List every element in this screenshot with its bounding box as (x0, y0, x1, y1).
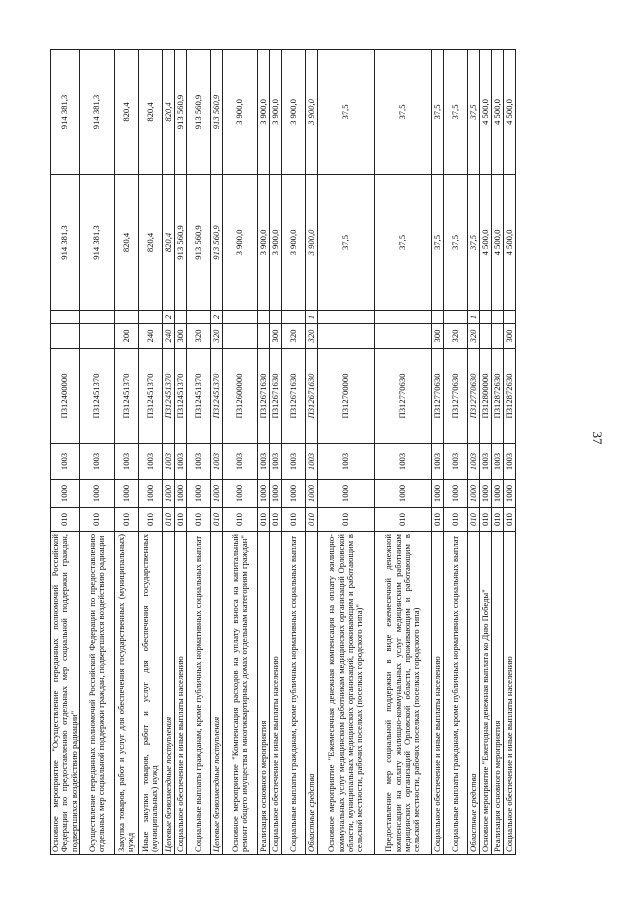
row-value-cell (479, 324, 491, 349)
row-value-cell: 4 500,0 (479, 175, 491, 311)
table-row (186, 50, 210, 855)
row-value-cell (269, 311, 281, 324)
row-value-cell (431, 311, 443, 324)
row-value-cell: 1000 (186, 480, 210, 508)
row-name-cell: Основное мероприятие "Ежемесячная денежная компенсация на оплату жилищно-коммунальных услуг медицинским работникам медицинских организаций Орловской области, муниципальных медицинских организаций, проживающим и работающим в сельской местности, рабочих поселках (поселках городского типа)" (317, 532, 374, 855)
row-value-cell: 1003 (281, 444, 305, 480)
row-value-cell: 1003 (479, 444, 491, 480)
row-value-cell: 1000 (467, 480, 479, 508)
table-row (114, 50, 138, 855)
row-value-cell: П312451370 (114, 349, 138, 444)
row-value-cell: 300 (174, 324, 186, 349)
row-value-cell: 820,4 (138, 175, 162, 311)
row-value-cell: 010 (79, 508, 114, 532)
row-value-cell: 913 560,9 (174, 175, 186, 311)
row-value-cell: 914 381,3 (51, 175, 80, 311)
row-value-cell: 1003 (503, 444, 515, 480)
row-value-cell: 240 (162, 324, 174, 349)
row-value-cell: 1003 (305, 444, 317, 480)
table-row (491, 50, 503, 855)
row-value-cell (443, 311, 467, 324)
row-value-cell: 4 500,0 (503, 50, 515, 175)
row-value-cell: П312770630 (467, 349, 479, 444)
row-value-cell: 1000 (317, 480, 374, 508)
row-value-cell: 820,4 (114, 175, 138, 311)
row-value-cell (79, 324, 114, 349)
row-value-cell: 010 (186, 508, 210, 532)
row-value-cell: 010 (222, 508, 257, 532)
row-value-cell (503, 311, 515, 324)
row-value-cell: 1000 (174, 480, 186, 508)
table-row (138, 50, 162, 855)
row-value-cell: П312451370 (79, 349, 114, 444)
row-value-cell: 4 500,0 (503, 175, 515, 311)
row-value-cell: 914 381,3 (79, 175, 114, 311)
row-value-cell: 010 (305, 508, 317, 532)
row-value-cell: 37,5 (374, 50, 431, 175)
row-value-cell: 913 560,9 (210, 175, 222, 311)
row-value-cell: 010 (281, 508, 305, 532)
row-name-cell: Целевые безвозмездные поступления (210, 532, 222, 855)
row-value-cell: 1000 (443, 480, 467, 508)
row-value-cell: 3 900,0 (281, 175, 305, 311)
row-name-cell: Социальные выплаты гражданам, кроме публичных нормативных социальных выплат (281, 532, 305, 855)
row-value-cell: 914 381,3 (51, 50, 80, 175)
row-value-cell: П312872630 (491, 349, 503, 444)
table-row (467, 50, 479, 855)
row-value-cell: П312400000 (51, 349, 80, 444)
table-row (305, 50, 317, 855)
row-value-cell: 1003 (491, 444, 503, 480)
row-value-cell: 4 500,0 (491, 50, 503, 175)
row-value-cell: 3 900,0 (281, 50, 305, 175)
row-value-cell: 320 (186, 324, 210, 349)
row-value-cell: 37,5 (317, 175, 374, 311)
row-value-cell: 820,4 (114, 50, 138, 175)
row-value-cell (222, 311, 257, 324)
row-value-cell: 320 (305, 324, 317, 349)
row-name-cell: Основное мероприятие "Компенсация расходов на уплату взноса на капитальный ремонт общего имущества в многоквартирных домах отдельным категориям граждан" (222, 532, 257, 855)
row-value-cell: 1 (305, 311, 317, 324)
budget-table (50, 49, 516, 855)
row-value-cell (317, 311, 374, 324)
table-row (281, 50, 305, 855)
row-value-cell: 1000 (269, 480, 281, 508)
row-value-cell: 010 (503, 508, 515, 532)
row-value-cell: 1003 (138, 444, 162, 480)
table-row (257, 50, 269, 855)
row-value-cell: П312872630 (503, 349, 515, 444)
row-value-cell: 1000 (305, 480, 317, 508)
row-name-cell: Целевые безвозмездные поступления (162, 532, 174, 855)
row-name-cell: Основное мероприятие "Ежегодная денежная выплата ко Дню Победы" (479, 532, 491, 855)
row-value-cell: 300 (503, 324, 515, 349)
row-value-cell: 37,5 (467, 50, 479, 175)
row-value-cell: 37,5 (317, 50, 374, 175)
row-value-cell (186, 311, 210, 324)
row-value-cell: 913 560,9 (210, 50, 222, 175)
table-row (503, 50, 515, 855)
row-value-cell: П312700000 (317, 349, 374, 444)
row-value-cell: 1003 (162, 444, 174, 480)
row-value-cell (317, 324, 374, 349)
row-value-cell: 1003 (467, 444, 479, 480)
table-row (479, 50, 491, 855)
row-value-cell: 1000 (431, 480, 443, 508)
table-row (162, 50, 174, 855)
row-value-cell: П312671630 (281, 349, 305, 444)
row-value-cell: 37,5 (374, 175, 431, 311)
row-value-cell: 1003 (114, 444, 138, 480)
row-value-cell (174, 311, 186, 324)
row-value-cell: 37,5 (431, 175, 443, 311)
row-value-cell: 010 (51, 508, 80, 532)
row-value-cell: 320 (210, 324, 222, 349)
row-value-cell: 320 (467, 324, 479, 349)
row-value-cell: 1003 (374, 444, 431, 480)
row-value-cell: 1003 (269, 444, 281, 480)
row-value-cell: 3 900,0 (305, 50, 317, 175)
row-value-cell: 1003 (174, 444, 186, 480)
row-value-cell: 913 560,9 (186, 175, 210, 311)
row-value-cell: 1000 (51, 480, 80, 508)
row-value-cell: 1000 (114, 480, 138, 508)
row-value-cell: 010 (210, 508, 222, 532)
row-value-cell: 010 (138, 508, 162, 532)
row-value-cell (491, 324, 503, 349)
row-value-cell: 010 (317, 508, 374, 532)
row-value-cell: 1003 (210, 444, 222, 480)
table-row (431, 50, 443, 855)
row-name-cell: Реализация основного мероприятия (257, 532, 269, 855)
table-row (174, 50, 186, 855)
row-name-cell: Социальные выплаты гражданам, кроме публичных нормативных социальных выплат (186, 532, 210, 855)
row-value-cell: 300 (269, 324, 281, 349)
row-value-cell: 010 (467, 508, 479, 532)
row-value-cell: 1003 (186, 444, 210, 480)
row-value-cell: П312600000 (222, 349, 257, 444)
row-value-cell (281, 311, 305, 324)
row-value-cell: 820,4 (138, 50, 162, 175)
row-value-cell: 3 900,0 (222, 175, 257, 311)
row-value-cell: П312770630 (374, 349, 431, 444)
row-value-cell: 1000 (138, 480, 162, 508)
row-value-cell (51, 324, 80, 349)
row-name-cell: Социальное обеспечение и иные выплаты населению (503, 532, 515, 855)
row-value-cell: 1000 (491, 480, 503, 508)
row-value-cell: П312451370 (138, 349, 162, 444)
row-value-cell: 914 381,3 (79, 50, 114, 175)
row-value-cell: 37,5 (443, 50, 467, 175)
row-name-cell: Иные закупки товаров, работ и услуг для обеспечения государственных (муниципальных) нужд (138, 532, 162, 855)
row-value-cell: 3 900,0 (269, 175, 281, 311)
row-value-cell: 4 500,0 (479, 50, 491, 175)
table-row (374, 50, 431, 855)
row-value-cell: 010 (257, 508, 269, 532)
row-value-cell: 1003 (51, 444, 80, 480)
row-value-cell: 820,4 (162, 175, 174, 311)
row-value-cell: 1000 (374, 480, 431, 508)
table-row (51, 50, 80, 855)
row-name-cell: Предоставление мер социальной поддержки в виде ежемесячной денежной компенсации на оплату жилищно-коммунальных услуг медицинским работникам медицинских организаций Орловской области, проживающим и работающим в сельской местности, рабочих поселках (поселках городского типа) (374, 532, 431, 855)
row-value-cell (114, 311, 138, 324)
row-value-cell: 1003 (222, 444, 257, 480)
row-value-cell: 240 (138, 324, 162, 349)
row-value-cell: 1000 (479, 480, 491, 508)
table-row (79, 50, 114, 855)
table-row (317, 50, 374, 855)
row-value-cell (79, 311, 114, 324)
row-value-cell: 300 (431, 324, 443, 349)
row-value-cell: 010 (374, 508, 431, 532)
row-value-cell: 1000 (210, 480, 222, 508)
row-value-cell: 3 900,0 (305, 175, 317, 311)
row-value-cell: 1000 (79, 480, 114, 508)
page-number: 37 (590, 431, 605, 445)
row-name-cell: Реализация основного мероприятия (491, 532, 503, 855)
row-value-cell: П312671630 (257, 349, 269, 444)
row-value-cell: 1 (467, 311, 479, 324)
row-value-cell: 010 (162, 508, 174, 532)
row-value-cell: 820,4 (162, 50, 174, 175)
row-value-cell (479, 311, 491, 324)
row-value-cell: 3 900,0 (222, 50, 257, 175)
row-value-cell: 010 (174, 508, 186, 532)
row-value-cell: 3 900,0 (257, 50, 269, 175)
row-value-cell: 1000 (503, 480, 515, 508)
row-value-cell: 2 (162, 311, 174, 324)
row-value-cell: 1000 (222, 480, 257, 508)
row-value-cell: 1000 (281, 480, 305, 508)
row-value-cell: 010 (491, 508, 503, 532)
row-value-cell: П312451370 (162, 349, 174, 444)
row-value-cell: 4 500,0 (491, 175, 503, 311)
row-value-cell (257, 311, 269, 324)
row-value-cell: 1003 (79, 444, 114, 480)
row-value-cell: П312671630 (269, 349, 281, 444)
row-value-cell: 010 (443, 508, 467, 532)
row-value-cell (491, 311, 503, 324)
row-value-cell (222, 324, 257, 349)
row-name-cell: Социальные выплаты гражданам, кроме публичных нормативных социальных выплат (443, 532, 467, 855)
row-value-cell: П312451370 (174, 349, 186, 444)
row-value-cell: П312451370 (210, 349, 222, 444)
row-value-cell (51, 311, 80, 324)
table-row (443, 50, 467, 855)
row-value-cell: 010 (479, 508, 491, 532)
row-value-cell: П312770630 (443, 349, 467, 444)
row-value-cell: 1003 (431, 444, 443, 480)
row-name-cell: Социальное обеспечение и иные выплаты населению (269, 532, 281, 855)
row-name-cell: Осуществление переданных полномочий Российской Федерации по предоставлению отдельных мер социальной поддержки граждан, подвергшихся воздействию радиации (79, 532, 114, 855)
row-name-cell: Социальное обеспечение и иные выплаты населению (431, 532, 443, 855)
row-value-cell: 3 900,0 (269, 50, 281, 175)
row-value-cell: 200 (114, 324, 138, 349)
row-value-cell: 37,5 (443, 175, 467, 311)
table-row (269, 50, 281, 855)
row-name-cell: Областные средства (467, 532, 479, 855)
row-value-cell: 320 (443, 324, 467, 349)
row-value-cell: П312671630 (305, 349, 317, 444)
row-value-cell: П312451370 (186, 349, 210, 444)
row-value-cell: 913 560,9 (174, 50, 186, 175)
row-value-cell (374, 324, 431, 349)
table-row (222, 50, 257, 855)
row-value-cell (257, 324, 269, 349)
row-value-cell: П312800000 (479, 349, 491, 444)
row-name-cell: Областные средства (305, 532, 317, 855)
row-value-cell: П312770630 (431, 349, 443, 444)
row-value-cell (138, 311, 162, 324)
row-value-cell: 913 560,9 (186, 50, 210, 175)
row-value-cell: 37,5 (431, 50, 443, 175)
row-value-cell: 320 (281, 324, 305, 349)
row-value-cell: 3 900,0 (257, 175, 269, 311)
row-value-cell: 1003 (317, 444, 374, 480)
budget-table-sheet (50, 50, 580, 855)
row-value-cell: 010 (431, 508, 443, 532)
row-value-cell: 37,5 (467, 175, 479, 311)
row-value-cell: 010 (269, 508, 281, 532)
row-value-cell: 1003 (257, 444, 269, 480)
table-row (210, 50, 222, 855)
row-name-cell: Основное мероприятие "Осуществление переданных полномочий Российской Федерации по предоставлению отдельных мер социальной поддержки граждан, подвергшихся воздействию радиации" (51, 532, 80, 855)
row-value-cell (374, 311, 431, 324)
row-value-cell: 1000 (257, 480, 269, 508)
row-value-cell: 1003 (443, 444, 467, 480)
row-name-cell: Социальное обеспечение и иные выплаты населению (174, 532, 186, 855)
row-value-cell: 1000 (162, 480, 174, 508)
row-name-cell: Закупка товаров, работ и услуг для обеспечения государственных (муниципальных) нужд (114, 532, 138, 855)
row-value-cell: 010 (114, 508, 138, 532)
row-value-cell: 2 (210, 311, 222, 324)
